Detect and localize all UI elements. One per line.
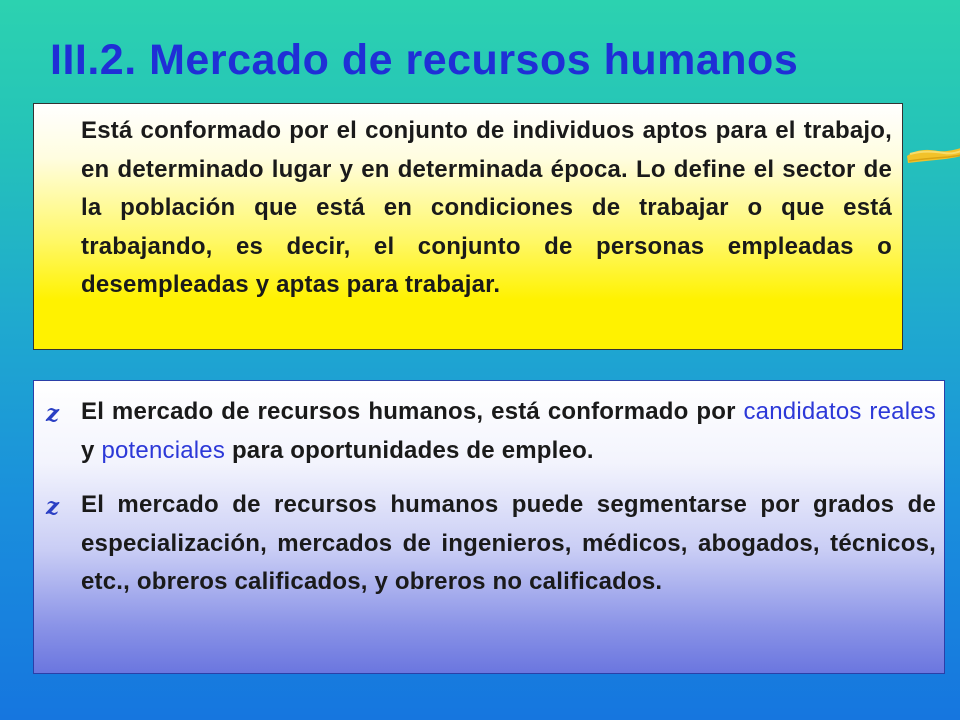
bullet-text-part: y [81, 436, 95, 464]
bullet-text: El mercado de recursos humanos puede segmentarse por grados de especialización, mercados de ingenieros, médicos, abogados, técnicos, etc., obreros calificados, y obreros no calificados. [81, 491, 936, 595]
list-item [34, 393, 944, 470]
bullet-text [81, 393, 936, 470]
bullet-text-part: El mercado de recursos humanos, está conformado por [81, 398, 736, 425]
bullet-icon: z [46, 493, 60, 520]
slide-title: III.2. Mercado de recursos humanos [50, 36, 799, 84]
brush-stroke-icon [906, 142, 960, 168]
definition-text: Está conformado por el conjunto de individuos aptos para el trabajo, en determinado lugar y en determinada época. Lo define el sector de la población que está en condiciones de trabajar o que está trabajando, es decir, el conjunto de personas empleadas o desempleadas y aptas para trabajar. [81, 117, 892, 298]
bullets-box [33, 380, 945, 674]
highlight-text: potenciales [101, 436, 226, 464]
bullet-list [34, 393, 944, 618]
definition-box [33, 103, 903, 350]
bullet-text-part: para oportunidades de empleo. [231, 436, 594, 464]
highlight-text: candidatos reales [743, 398, 936, 425]
bullet-icon: z [46, 400, 60, 427]
list-item [34, 486, 944, 602]
